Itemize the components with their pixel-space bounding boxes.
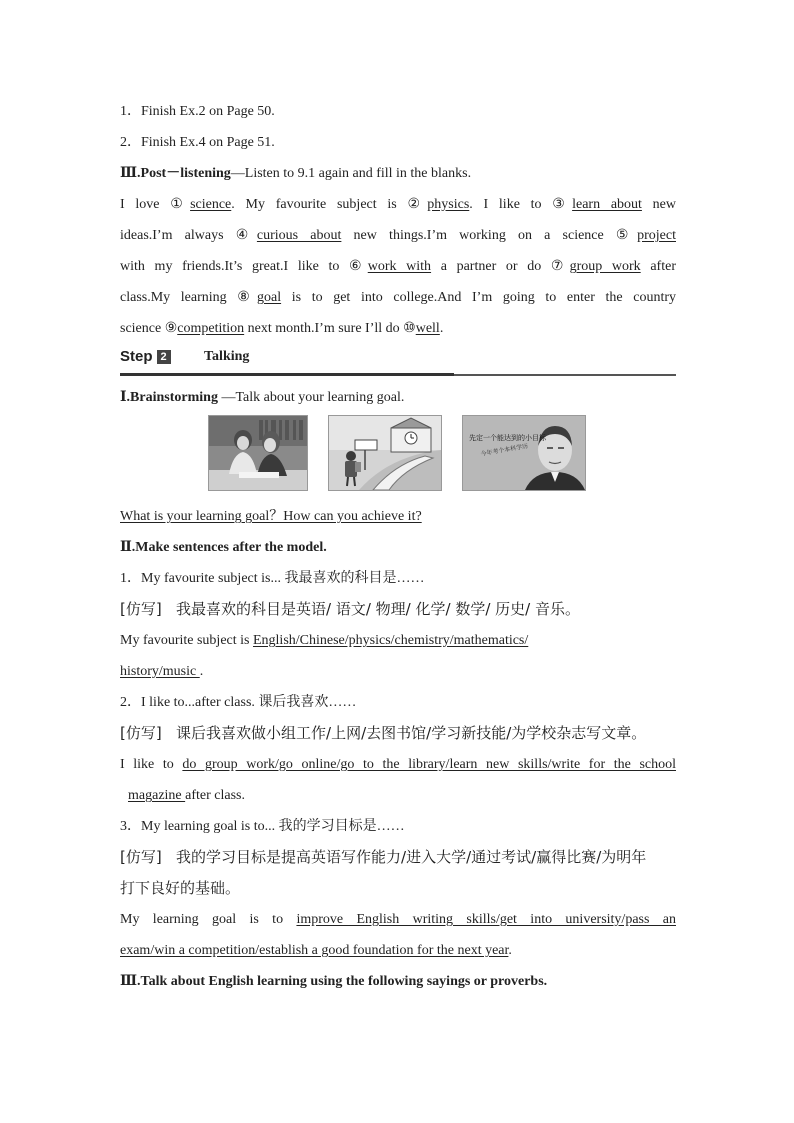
- passage-line-2: [120, 220, 676, 251]
- divider-thick: [120, 373, 454, 376]
- passage-line-5: [120, 313, 676, 344]
- goal-meme-image: [462, 415, 586, 491]
- answer-text: improve English writing skills/get into university/pass an: [296, 912, 676, 927]
- answer-text: English/Chinese/physics/chemistry/mathematics/: [252, 633, 529, 648]
- text: . My favourite subject is ②: [231, 197, 428, 212]
- section-2-heading: Ⅱ.Make sentences after the model.: [120, 540, 327, 555]
- text: new: [641, 197, 676, 212]
- step-label: [120, 348, 171, 365]
- model-3-head: 3．My learning goal is to... 我的学习目标是……: [120, 819, 405, 834]
- passage-line-3: [120, 251, 676, 282]
- passage-line-1: [120, 189, 676, 220]
- blank-answer-9: competition: [177, 321, 245, 336]
- blank-answer-7: group work: [569, 259, 641, 274]
- text: is to get into college.And I’m going to enter the country: [281, 290, 676, 305]
- brainstorm-heading: [120, 382, 676, 413]
- text: next month.I’m sure I’ll do ⑩: [244, 321, 416, 336]
- text: science ⑨: [120, 321, 178, 336]
- model-2-imitate: [120, 718, 676, 749]
- text: .: [439, 321, 444, 336]
- answer-text: magazine: [128, 788, 186, 803]
- blank-answer-3: learn about: [572, 197, 642, 212]
- imitate-tag: [仿写]: [120, 848, 162, 866]
- blank-answer-2: physics: [427, 197, 470, 212]
- model-3-answer: [120, 904, 676, 935]
- model-2-head: 2．I like to...after class. 课后我喜欢……: [120, 695, 357, 710]
- section-instruction: —Talk about your learning goal.: [217, 390, 405, 405]
- text: My learning goal is to: [120, 912, 297, 927]
- text: . I like to ③: [469, 197, 573, 212]
- text: class.My learning ⑧: [120, 290, 257, 305]
- blank-answer-8: goal: [256, 290, 282, 305]
- section-title: Ⅰ.Brainstorming: [120, 390, 218, 405]
- answer-text: exam/win a competition/establish a good foundation for the next year: [120, 943, 509, 958]
- task-line-2: 2．Finish Ex.4 on Page 51.: [120, 135, 275, 150]
- imitate-prompt: 课后我喜欢做小组工作/上网/去图书馆/学习新技能/为学校杂志写文章。: [176, 724, 647, 742]
- post-listening-heading: [120, 158, 676, 189]
- step-number-badge: 2: [157, 350, 171, 364]
- blank-answer-4: curious about: [256, 228, 342, 243]
- model-3-imitate-cont: 打下良好的基础。: [120, 879, 241, 897]
- student-road-to-school-image: [328, 415, 442, 491]
- imitate-tag: [仿写]: [120, 600, 162, 618]
- text: after: [640, 259, 676, 274]
- students-studying-image: [208, 415, 308, 491]
- model-1-imitate: [120, 594, 676, 625]
- answer-text: history/music: [120, 664, 200, 679]
- text: .: [508, 943, 512, 958]
- imitate-prompt: 我最喜欢的科目是英语/ 语文/ 物理/ 化学/ 数学/ 历史/ 音乐。: [176, 600, 580, 618]
- meme-caption-2: 今年考个本科学历: [480, 442, 529, 458]
- step-header: [120, 346, 676, 376]
- text: a partner or do ⑦: [431, 259, 570, 274]
- model-3-imitate: [120, 842, 676, 873]
- meme-caption-1: 先定一个能达到的小目标: [469, 434, 546, 442]
- model-2-answer: [120, 749, 676, 780]
- section-title: Ⅲ.Post－listening: [120, 166, 231, 181]
- discussion-question: What is your learning goal？How can you achieve it?: [120, 509, 422, 524]
- text: with my friends.It’s great.I like to ⑥: [120, 259, 368, 274]
- text: ideas.I’m always ④: [120, 228, 257, 243]
- step-word: Step: [120, 348, 153, 365]
- model-1-answer: [120, 625, 676, 656]
- blank-answer-6: work with: [367, 259, 432, 274]
- model-1-answer-cont: [120, 656, 676, 687]
- illustration-row: [120, 415, 676, 495]
- blank-answer-1: science: [190, 197, 232, 212]
- text: after class.: [185, 788, 245, 803]
- text: My favourite subject is: [120, 633, 253, 648]
- task-line-1: 1．Finish Ex.2 on Page 50.: [120, 104, 275, 119]
- model-3-answer-cont: [120, 935, 676, 966]
- imitate-tag: [仿写]: [120, 724, 162, 742]
- model-2-answer-cont: [120, 780, 676, 811]
- blank-answer-5: project: [637, 228, 676, 243]
- text: I love ①: [120, 197, 191, 212]
- section-3-heading: Ⅲ.Talk about English learning using the following sayings or proverbs.: [120, 974, 548, 989]
- passage-line-4: [120, 282, 676, 313]
- text: .: [199, 664, 204, 679]
- step-title: Talking: [204, 349, 250, 364]
- worksheet-page: [120, 96, 676, 997]
- text: I like to: [120, 757, 183, 772]
- answer-text: do group work/go online/go to the library/learn new skills/write for the school: [182, 757, 676, 772]
- text: new things.I’m working on a science ⑤: [341, 228, 638, 243]
- section-instruction: —Listen to 9.1 again and fill in the blanks.: [230, 166, 472, 181]
- imitate-prompt: 我的学习目标是提高英语写作能力/进入大学/通过考试/赢得比赛/为明年: [176, 848, 647, 866]
- model-1-head: 1．My favourite subject is... 我最喜欢的科目是……: [120, 571, 425, 586]
- blank-answer-10: well: [415, 321, 440, 336]
